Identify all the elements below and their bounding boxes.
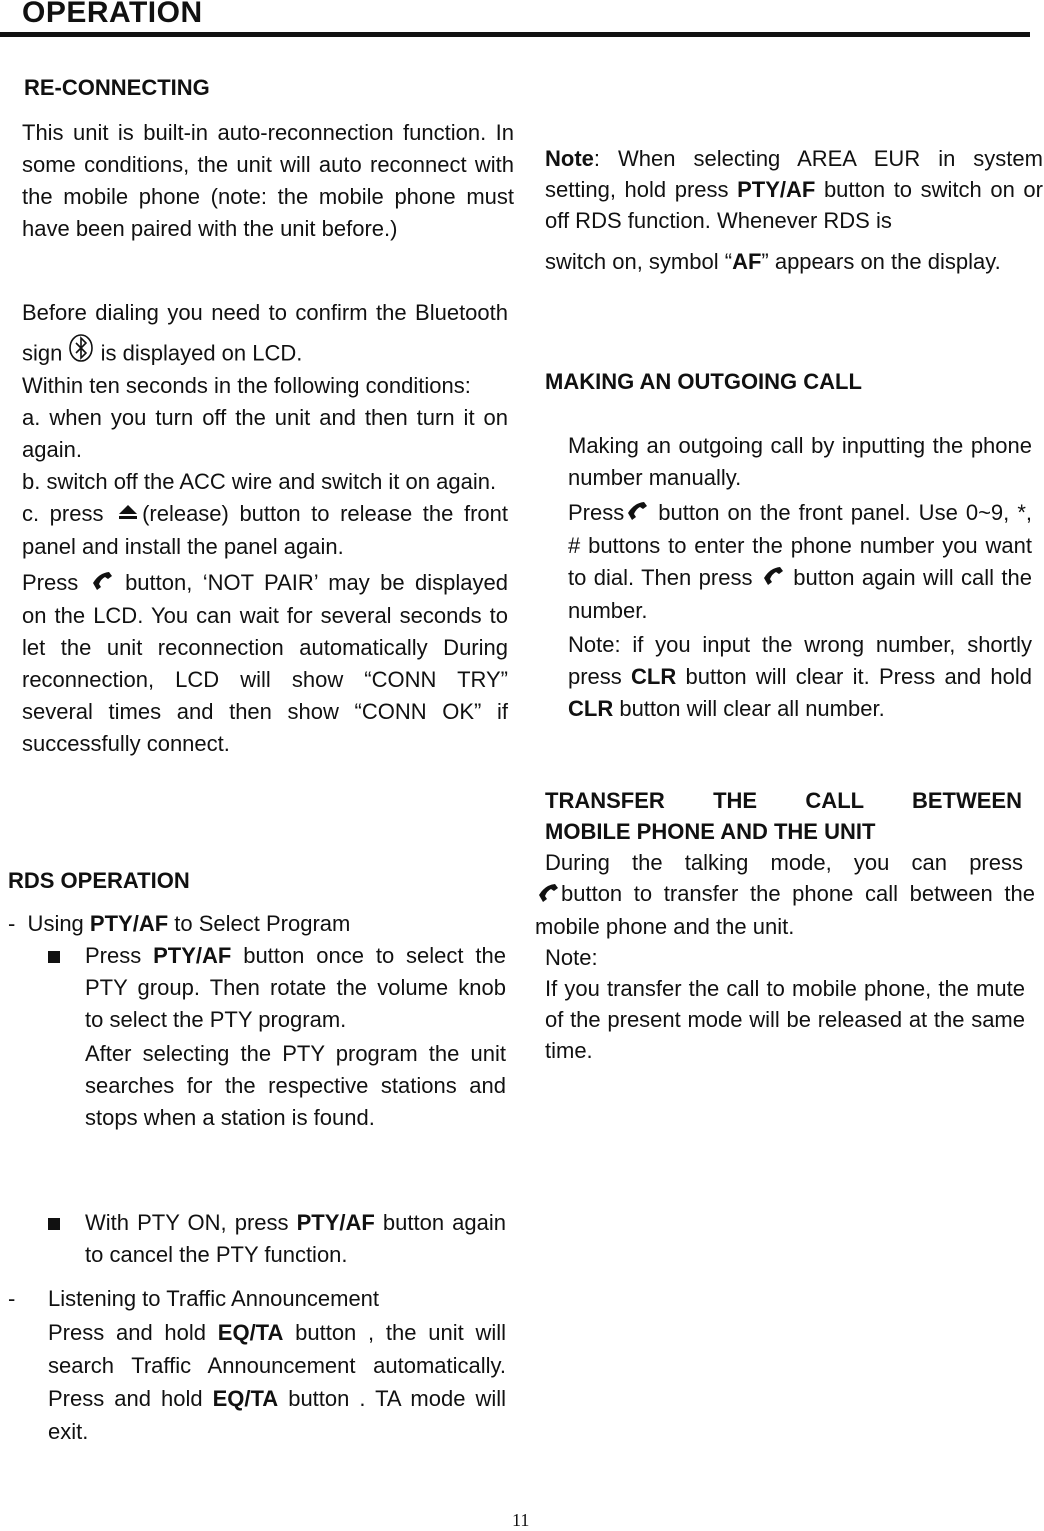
bullet-1 (48, 951, 60, 963)
outgoing-p1: Making an outgoing call by inputting the phone number manually. (568, 433, 1032, 490)
reconnect-intro: This unit is built-in auto-reconnection function. In some conditions, the unit will auto reconnect with the mobile phone (note: the mobile phone must have been paired with the unit before.) (22, 120, 514, 241)
outgoing-p2b: button on the front panel. Use 0~9, *, # buttons to enter the phone number you want to dial. Then press (568, 500, 1032, 591)
b1-post: button once to select the PTY group. Then rotate the volume knob to select the PTY program. (85, 943, 506, 1032)
note-t1: : When selecting AREA EUR in system setting, hold press (545, 146, 1043, 202)
b2-pre: With PTY ON, press (85, 1210, 297, 1235)
note-bold1: PTY/AF (737, 177, 816, 202)
press-text: Press (22, 570, 79, 596)
bullet-2 (48, 1218, 60, 1230)
b1-pre: Press (85, 943, 154, 968)
ta-post: button . TA mode will exit. (48, 1386, 506, 1444)
condition-b: b. switch off the ACC wire and switch it on again. (22, 469, 497, 494)
transfer-heading-2: MOBILE PHONE AND THE UNIT (545, 819, 876, 844)
reconnect-section (22, 117, 514, 245)
outgoing-heading: MAKING AN OUTGOING CALL (545, 369, 862, 394)
phone-icon (89, 568, 115, 600)
transfer-section (535, 847, 1035, 1066)
rds-using-line (8, 908, 350, 940)
b1-p2: After selecting the PTY program the unit searches for the respective stations and stops when a station is found. (85, 1041, 506, 1130)
rds-using-prefix: - Using (8, 911, 90, 936)
transfer-note: Note: (545, 944, 598, 970)
condition-a: a. when you turn off the unit and then turn it on again. (22, 405, 508, 462)
outgoing-section (568, 430, 1032, 725)
note-bold2: AF (732, 249, 762, 274)
outgoing-note-b2: CLR (568, 696, 614, 722)
b2-bold: PTY/AF (296, 1210, 375, 1235)
ta-dash: - (8, 1286, 16, 1311)
transfer-p2: button to transfer the phone call between the mobile phone and the unit. (535, 881, 1035, 939)
bt-text-c: Within ten seconds in the following conditions: (22, 373, 471, 398)
bluetooth-confirm (22, 293, 508, 760)
condition-c-a: c. press (22, 501, 104, 526)
not-pair-text: button, ‘NOT PAIR’ may be displayed on the LCD. You can wait for several seconds to let the unit reconnection automatically During reconnection, LCD will show “CONN TRY” several times and then show “CONN OK” if successfully connect. (22, 570, 508, 757)
ta-mid: button , the unit will search Traffic Announcement automatically. Press and hold (48, 1320, 506, 1411)
note-t3: switch on, symbol “ (545, 249, 733, 274)
header-rule (0, 32, 1030, 37)
b1-bold: PTY/AF (153, 943, 232, 968)
ta-paragraph (48, 1316, 506, 1448)
rds-bullet-2 (85, 1207, 506, 1271)
note-rds (545, 143, 1043, 277)
rds-heading: RDS OPERATION (8, 868, 190, 893)
transfer-p3: If you transfer the call to mobile phone, the mute of the present mode will be released at the same time. (545, 975, 1025, 1063)
bt-text-a: Before dialing you need to confirm the Bluetooth sign (22, 300, 508, 366)
condition-c-b: (release) button to release the front panel and install the panel again. (22, 501, 508, 560)
outgoing-press: Press (568, 500, 625, 525)
rds-using-suffix: to Select Program (168, 911, 351, 936)
page-title: OPERATION (22, 0, 203, 29)
ta-bold2: EQ/TA (212, 1386, 279, 1411)
note-t2: button to switch on or off RDS function. Whenever RDS is (545, 177, 1043, 233)
outgoing-note-b1: CLR (631, 664, 677, 690)
outgoing-note-pre: Note: if you input the wrong number, shortly press (568, 632, 1032, 690)
phone-icon (535, 880, 561, 911)
outgoing-note-post: button will clear all number. (613, 696, 885, 722)
ta-title: Listening to Traffic Announcement (48, 1286, 380, 1311)
reconnect-heading: RE-CONNECTING (24, 75, 210, 100)
outgoing-p2c: button again will call the number. (568, 565, 1032, 624)
page-number: 11 (512, 1510, 530, 1530)
rds-using-bold: PTY/AF (89, 911, 169, 936)
bt-text-b: is displayed on LCD. (100, 340, 303, 366)
outgoing-note-mid: button will clear it. Press and hold (676, 664, 1032, 690)
rds-bullet-1 (85, 940, 506, 1134)
phone-icon (624, 498, 650, 530)
b2-post: button again to cancel the PTY function. (85, 1210, 506, 1267)
note-label: Note (545, 146, 594, 171)
note-t4: ” appears on the display. (761, 249, 1001, 274)
ta-pre: Press and hold (48, 1320, 218, 1345)
transfer-heading-1: TRANSFER THE CALL BETWEEN (545, 788, 1022, 813)
ta-bold1: EQ/TA (217, 1320, 284, 1345)
transfer-p1: During the talking mode, you can press (545, 850, 1023, 875)
eject-icon (114, 499, 142, 531)
phone-icon (760, 563, 786, 595)
